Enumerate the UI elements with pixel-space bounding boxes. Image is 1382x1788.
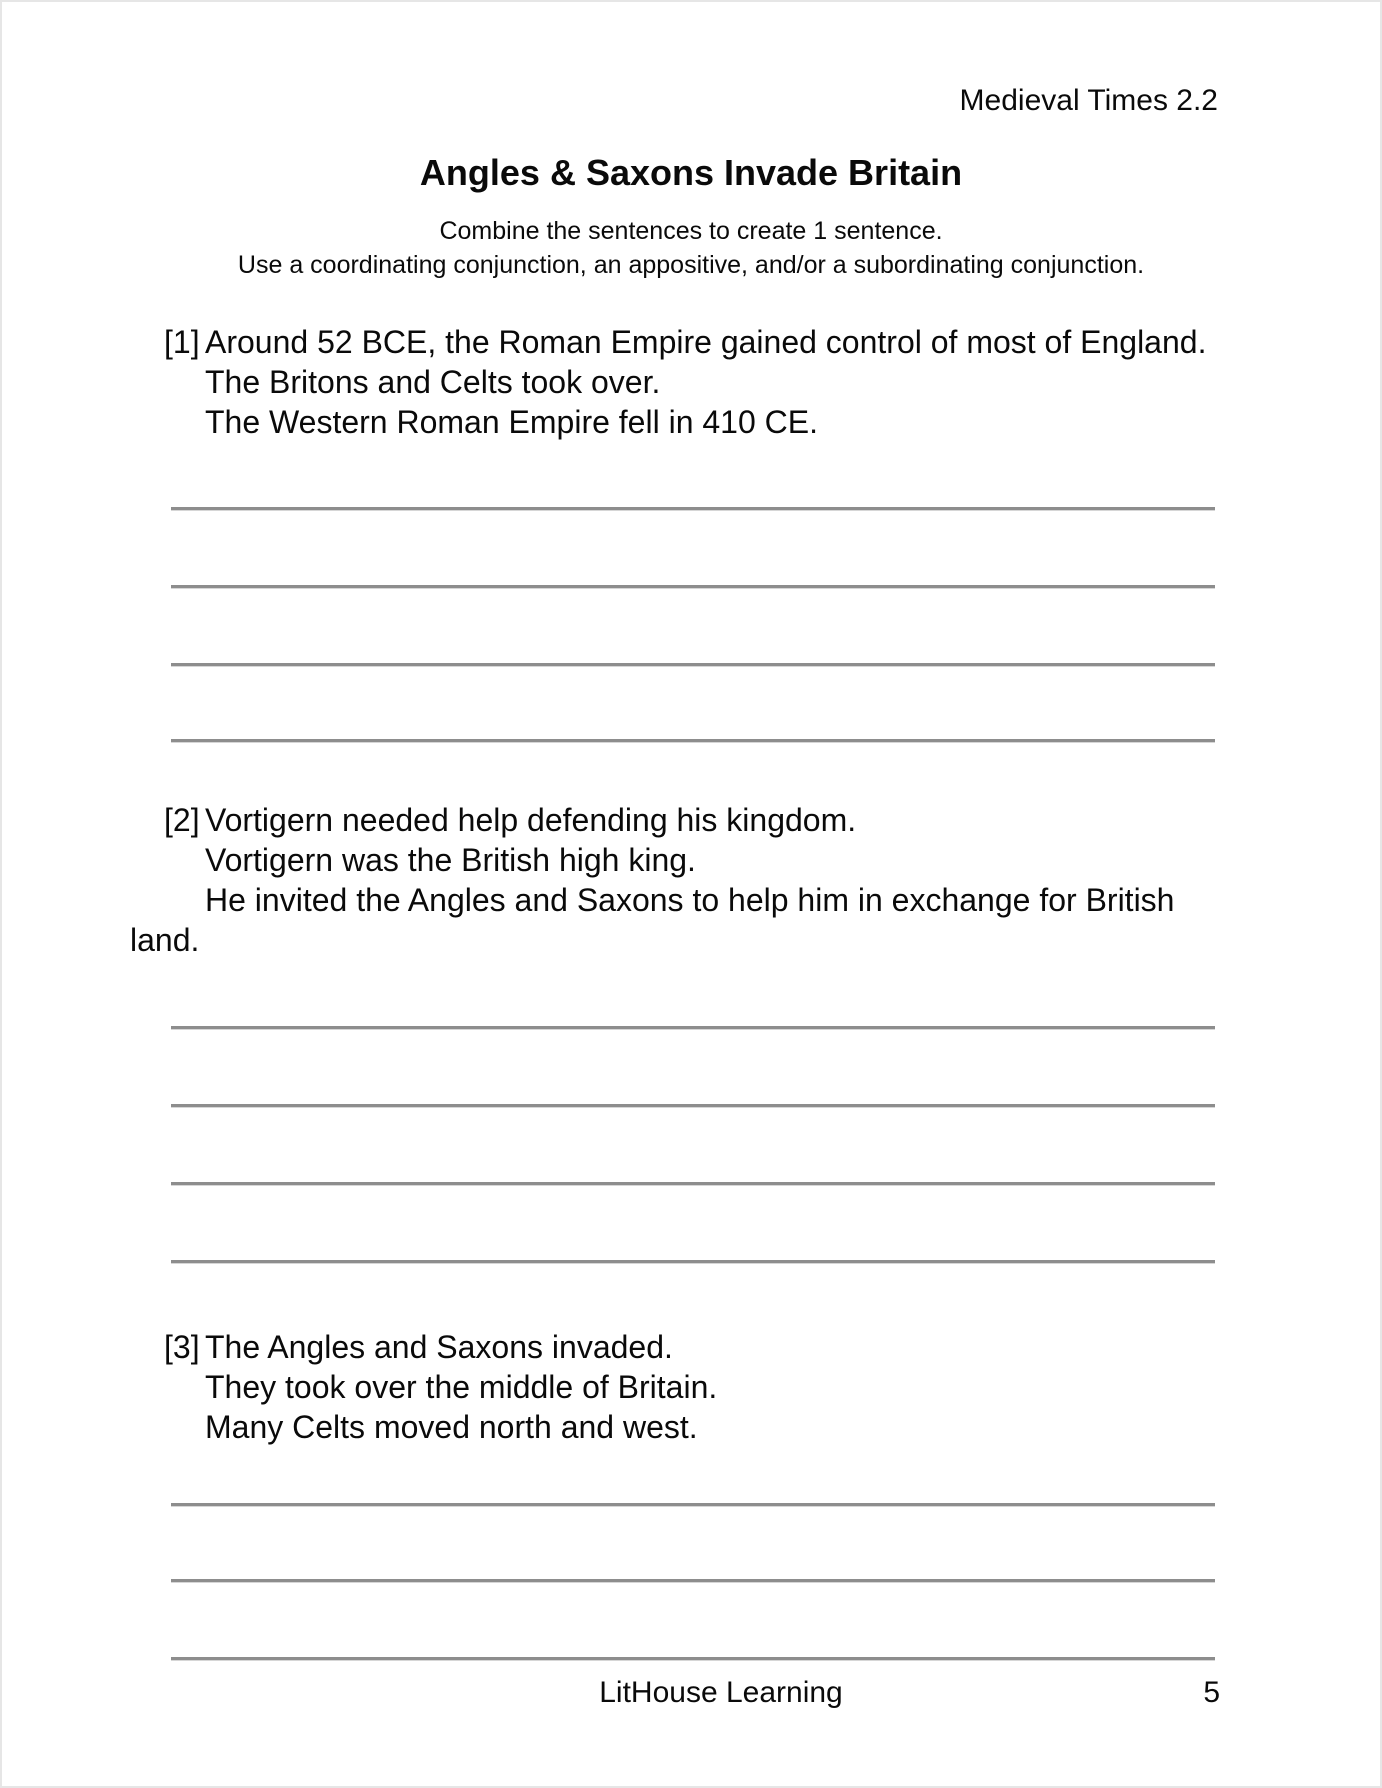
exercise-1-sentence-3: The Western Roman Empire fell in 410 CE.: [205, 404, 818, 440]
answer-line: [171, 1657, 1215, 1661]
exercise-3: [130, 1327, 1270, 1447]
exercise-1-sentence-1: [130, 322, 1270, 362]
exercise-1: [130, 322, 1270, 442]
answer-line: [171, 1260, 1215, 1264]
answer-line: [171, 507, 1215, 511]
footer-page-number: 5: [1203, 1676, 1220, 1709]
exercise-3-sentence-2: They took over the middle of Britain.: [205, 1369, 718, 1405]
exercise-3-sentence-3: Many Celts moved north and west.: [205, 1409, 698, 1445]
exercise-3-number: [3]: [164, 1329, 200, 1365]
header-unit-label: Medieval Times 2.2: [959, 84, 1218, 117]
answer-line: [171, 585, 1215, 589]
answer-line: [171, 1104, 1215, 1108]
footer-brand: LitHouse Learning: [599, 1676, 843, 1709]
exercise-3-sentence-1: [130, 1327, 1270, 1367]
exercise-2: [130, 800, 1270, 960]
answer-line: [171, 1503, 1215, 1507]
sentence-text: Around 52 BCE, the Roman Empire gained control of most of England.: [205, 324, 1207, 360]
instruction-line-1: Combine the sentences to create 1 sentence.: [439, 217, 943, 245]
exercise-2-sentence-1: [130, 800, 1270, 840]
page-title: Angles & Saxons Invade Britain: [419, 152, 963, 193]
answer-line: [171, 1579, 1215, 1583]
exercise-2-sentence-2: Vortigern was the British high king.: [205, 842, 696, 878]
exercise-2-sentence-3: He invited the Angles and Saxons to help him in exchange for British: [205, 882, 1175, 918]
answer-line: [171, 1026, 1215, 1030]
exercise-2-sentence-3-wrap: land.: [130, 922, 200, 958]
answer-line: [171, 663, 1215, 667]
sentence-text: The Angles and Saxons invaded.: [205, 1329, 673, 1365]
exercise-1-sentence-2: The Britons and Celts took over.: [205, 364, 661, 400]
sentence-text: Vortigern needed help defending his kingdom.: [205, 802, 857, 838]
answer-line: [171, 739, 1215, 743]
exercise-1-number: [1]: [164, 324, 200, 360]
exercise-2-number: [2]: [164, 802, 200, 838]
instruction-line-2: Use a coordinating conjunction, an appositive, and/or a subordinating conjunction.: [237, 251, 1145, 279]
answer-line: [171, 1182, 1215, 1186]
